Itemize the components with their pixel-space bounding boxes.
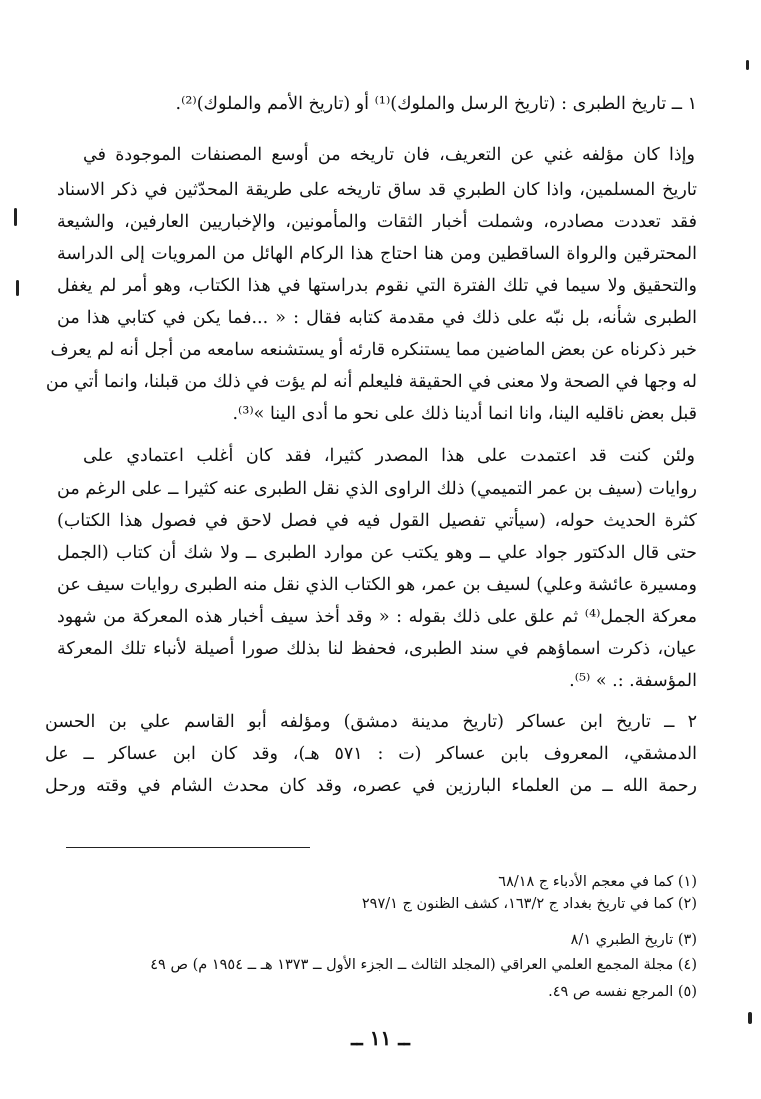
paragraph2-line-4: حتى قال الدكتور جواد علي ــ وهو يكتب عن موارد الطبرى ــ ولا شك أن كتاب (الجمل (57, 543, 697, 563)
paragraph1-line-6: الطبرى شأنه، بل نبّه على ذلك في مقدمة كتابه فقال : « ...فما يكن في كتابي هذا من (57, 308, 697, 328)
paragraph1-line-9: قبل بعض ناقليه الينا، وانا انما أدينا ذلك على نحو ما أدى الينا »⁽³⁾. (232, 404, 697, 424)
page-number: ــ ١١ ــ (351, 1026, 410, 1050)
paragraph1-line-4: المحترقين والرواة الساقطين ومن هنا احتاج هذا الركام الهائل من المرويات إلى الدراسة (57, 244, 697, 264)
footnote-2: (٢) كما في تاريخ بغداد ج ١٦٣/٢، كشف الظنون ج ٢٩٧/١ (361, 896, 697, 912)
scan-mark-left-mid (16, 280, 19, 296)
paragraph2-line-3: كثرة الحديث حوله، (سيأتي تفصيل القول فيه في فصل لاحق في فصول هذا الكتاب) (57, 511, 697, 531)
paragraph2-line-2: روايات (سيف بن عمر التميمي) ذلك الراوى الذي نقل الطبرى عنه كثيرا ــ على الرغم من (57, 479, 697, 499)
item1-line: ١ ــ تاريخ الطبرى : (تاريخ الرسل والملوك)⁽¹⁾ أو (تاريخ الأمم والملوك)⁽²⁾. (175, 94, 697, 114)
scan-mark-right-bottom (748, 1012, 752, 1024)
footnote-3: (٣) تاريخ الطبري ٨/١ (570, 932, 697, 948)
footnote-1: (١) كما في معجم الأدباء ج ٦٨/١٨ (498, 874, 697, 890)
footnote-separator (66, 847, 310, 848)
scan-mark-right-top (746, 60, 749, 70)
paragraph1-line-5: والتحقيق ولا سيما في تلك الفترة التي نقوم بدراستها في هذا الكتاب، وهو أمر لم يغفل (57, 276, 697, 296)
paragraph2-line-1: ولئن كنت قد اعتمدت على هذا المصدر كثيرا، فقد كان أغلب اعتمادي على (83, 446, 695, 466)
paragraph2-line-8: المؤسفة. :. » ⁽⁵⁾. (569, 671, 697, 691)
footnote-4: (٤) مجلة المجمع العلمي العراقي (المجلد الثالث ــ الجزء الأول ــ ١٣٧٣ هـ ــ ١٩٥٤ م) ص ٤٩ (150, 957, 697, 973)
paragraph2-line-7: عيان، ذكرت اسماؤهم في سند الطبرى، فحفظ لنا بذلك صورا أصيلة لأنباء تلك المعركة (57, 639, 697, 659)
paragraph1-line-2: تاريخ المسلمين، واذا كان الطبري قد ساق تاريخه على طريقة المحدّثين في ذكر الاسناد (57, 180, 697, 200)
paragraph1-line-1: وإذا كان مؤلفه غني عن التعريف، فان تاريخه من أوسع المصنفات الموجودة في (83, 145, 695, 165)
paragraph1-line-8: له وجها في الصحة ولا معنى في الحقيقة فليعلم أنه لم يؤت في ذلك من قبلنا، وانما أتي من (45, 372, 697, 392)
paragraph1-line-7: خبر ذكرناه عن بعض الماضين مما يستنكره قارئه أو يستشنعه سامعه من أجل أنه لم يعرف (50, 340, 697, 360)
item2-line-2: الدمشقي، المعروف بابن عساكر (ت : ٥٧١ هـ)، وقد كان ابن عساكر ــ عل (45, 744, 698, 764)
scan-mark-left-top (14, 208, 17, 226)
item2-line-1: ٢ ــ تاريخ ابن عساكر (تاريخ مدينة دمشق) ومؤلفه أبو القاسم علي بن الحسن (45, 712, 697, 732)
paragraph2-line-6: معركة الجمل⁽⁴⁾ ثم علق على ذلك بقوله : « وقد أخذ سيف أخبار هذه المعركة من شهود (57, 607, 697, 627)
paragraph2-line-5: ومسيرة عائشة وعلي) لسيف بن عمر، هو الكتاب الذي نقل منه الطبرى روايات سيف عن (57, 575, 697, 595)
footnote-5: (٥) المرجع نفسه ص ٤٩. (548, 984, 697, 1000)
paragraph1-line-3: فقد تعددت مصادره، وشملت أخبار الثقات والمأمونين، والإخباريين العارفين، والشيعة (57, 212, 697, 232)
item2-line-3: رحمة الله ــ من العلماء البارزين في عصره، وقد كان محدث الشام في وقته ورحل (45, 776, 697, 796)
